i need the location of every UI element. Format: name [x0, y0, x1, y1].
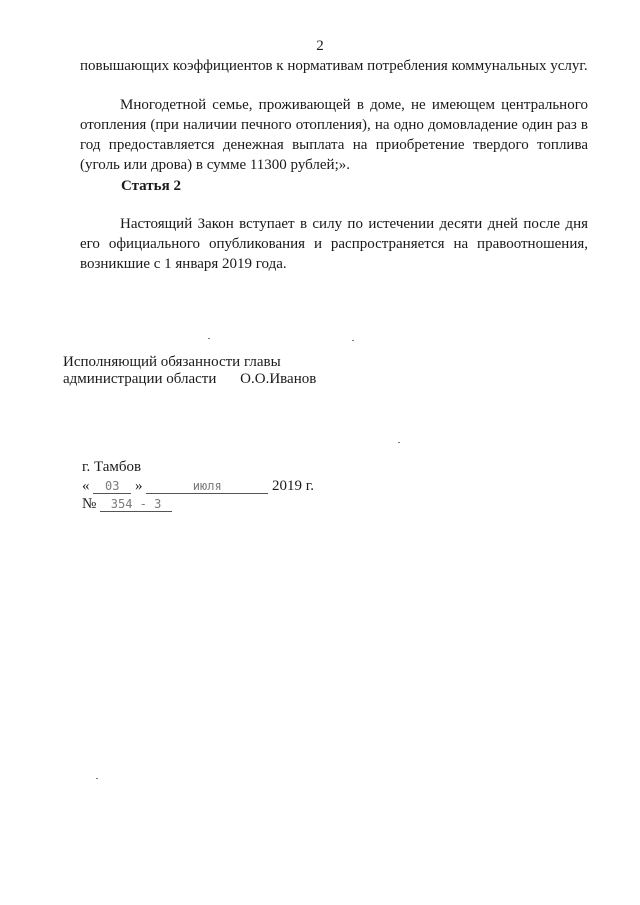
scan-speck	[352, 340, 354, 341]
date-line	[82, 478, 314, 495]
signer-title-row	[63, 371, 316, 388]
article-heading: Статья 2	[121, 178, 181, 194]
date-month: июля	[146, 479, 268, 494]
date-close-quote: »	[135, 478, 143, 494]
date-year: 2019 г.	[272, 478, 314, 494]
paragraph-entry-into-force: Настоящий Закон вступает в силу по истечении десяти дней после дня его официального опубликования и распространяется на правоотношения, возникшие с 1 января 2019 года.	[80, 216, 588, 272]
page-number: 2	[316, 38, 324, 54]
paragraph-large-family-payment: Многодетной семье, проживающей в доме, не имеющем центрального отопления (при наличии печного отопления), на одно домовладение один раз в год предоставляется денежная выплата на приобретение твердого топлива (уголь или дрова) в сумме 11300 рублей;».	[80, 97, 588, 173]
number-line	[82, 496, 172, 513]
number-label: №	[82, 496, 97, 512]
signature-block	[63, 354, 316, 388]
scan-speck	[398, 442, 400, 443]
signer-name: О.О.Иванов	[240, 371, 317, 387]
date-day: 03	[93, 479, 131, 494]
scan-speck	[96, 778, 98, 779]
date-open-quote: «	[82, 478, 90, 494]
scan-speck	[208, 338, 210, 339]
law-number: 354 - З	[100, 497, 172, 512]
place-of-signing: г. Тамбов	[82, 459, 142, 475]
signer-title-line-2: администрации области	[63, 371, 217, 387]
paragraph-continuation: повышающих коэффициентов к нормативам потребления коммунальных услуг.	[80, 58, 588, 74]
signer-title-line-1: Исполняющий обязанности главы	[63, 354, 281, 370]
